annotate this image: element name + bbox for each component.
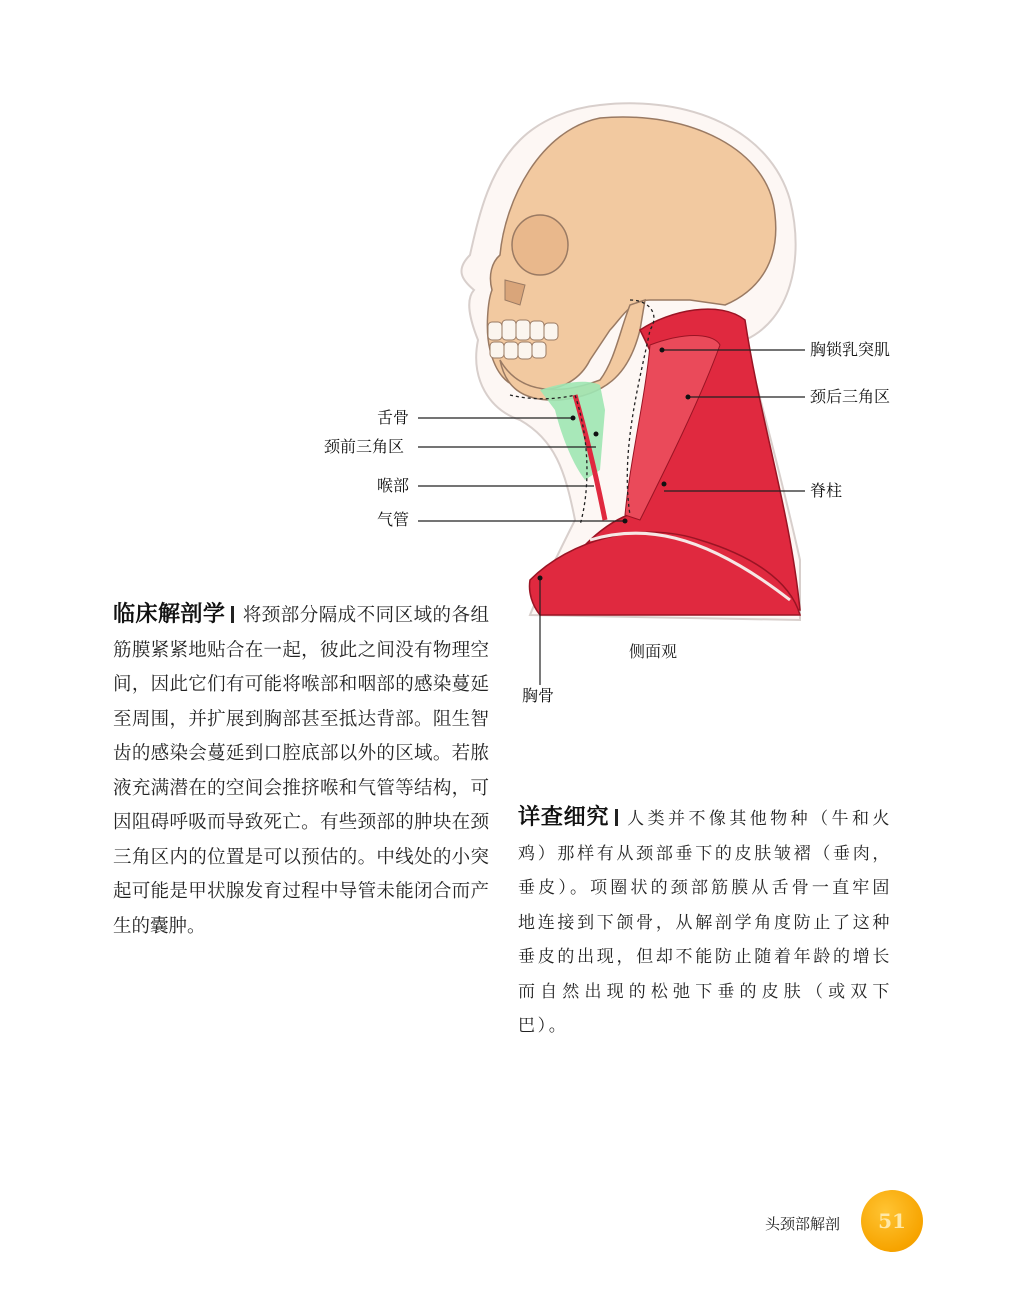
orbit: [512, 215, 568, 275]
detail-paragraph: [518, 800, 892, 1044]
label-anterior-triangle: 颈前三角区: [324, 437, 405, 456]
label-larynx: 喉部: [377, 476, 410, 495]
heading-divider: [615, 809, 618, 826]
label-scm: 胸锁乳突肌: [810, 340, 891, 359]
detail-heading: 详查细究: [518, 804, 610, 830]
label-spine: 脊柱: [810, 481, 843, 500]
clinical-anatomy-paragraph: [113, 597, 489, 944]
clinical-heading: 临床解剖学: [113, 601, 226, 627]
clinical-body: 将颈部分隔成不同区域的各组筋膜紧紧地贴合在一起，彼此之间没有物理空间，因此它们有可能将喉部和咽部的感染蔓延至周围，并扩展到胸部甚至抵达背部。阻生智齿的感染会蔓延到口腔底部以外的区域。若脓液充满潜在的空间会推挤喉和气管等结构，可因阻碍呼吸而导致死亡。有些颈部的肿块在颈三角区内的位置是可以预估的。中线处的小突起可能是甲状腺发育过程中导管未能闭合而产生的囊肿。: [113, 605, 489, 937]
page-number-badge: [861, 1190, 923, 1252]
label-posterior-triangle: 颈后三角区: [810, 387, 891, 406]
section-title: 头颈部解剖: [765, 1215, 841, 1233]
label-sternum: 胸骨: [522, 686, 555, 705]
page-number: 51: [878, 1209, 906, 1233]
label-hyoid: 舌骨: [377, 408, 410, 427]
label-trachea: 气管: [377, 510, 410, 529]
heading-divider: [231, 606, 234, 623]
detail-body: 人类并不像其他物种（牛和火鸡）那样有从颈部垂下的皮肤皱褶（垂肉，垂皮）。项圈状的颈部筋膜从舌骨一直牢固地连接到下颌骨，从解剖学角度防止了这种垂皮的出现，但却不能防止随着年龄的增长而自然出现的松弛下垂的皮肤（或双下巴）。: [518, 809, 892, 1036]
figure-caption: 侧面观: [629, 642, 678, 661]
